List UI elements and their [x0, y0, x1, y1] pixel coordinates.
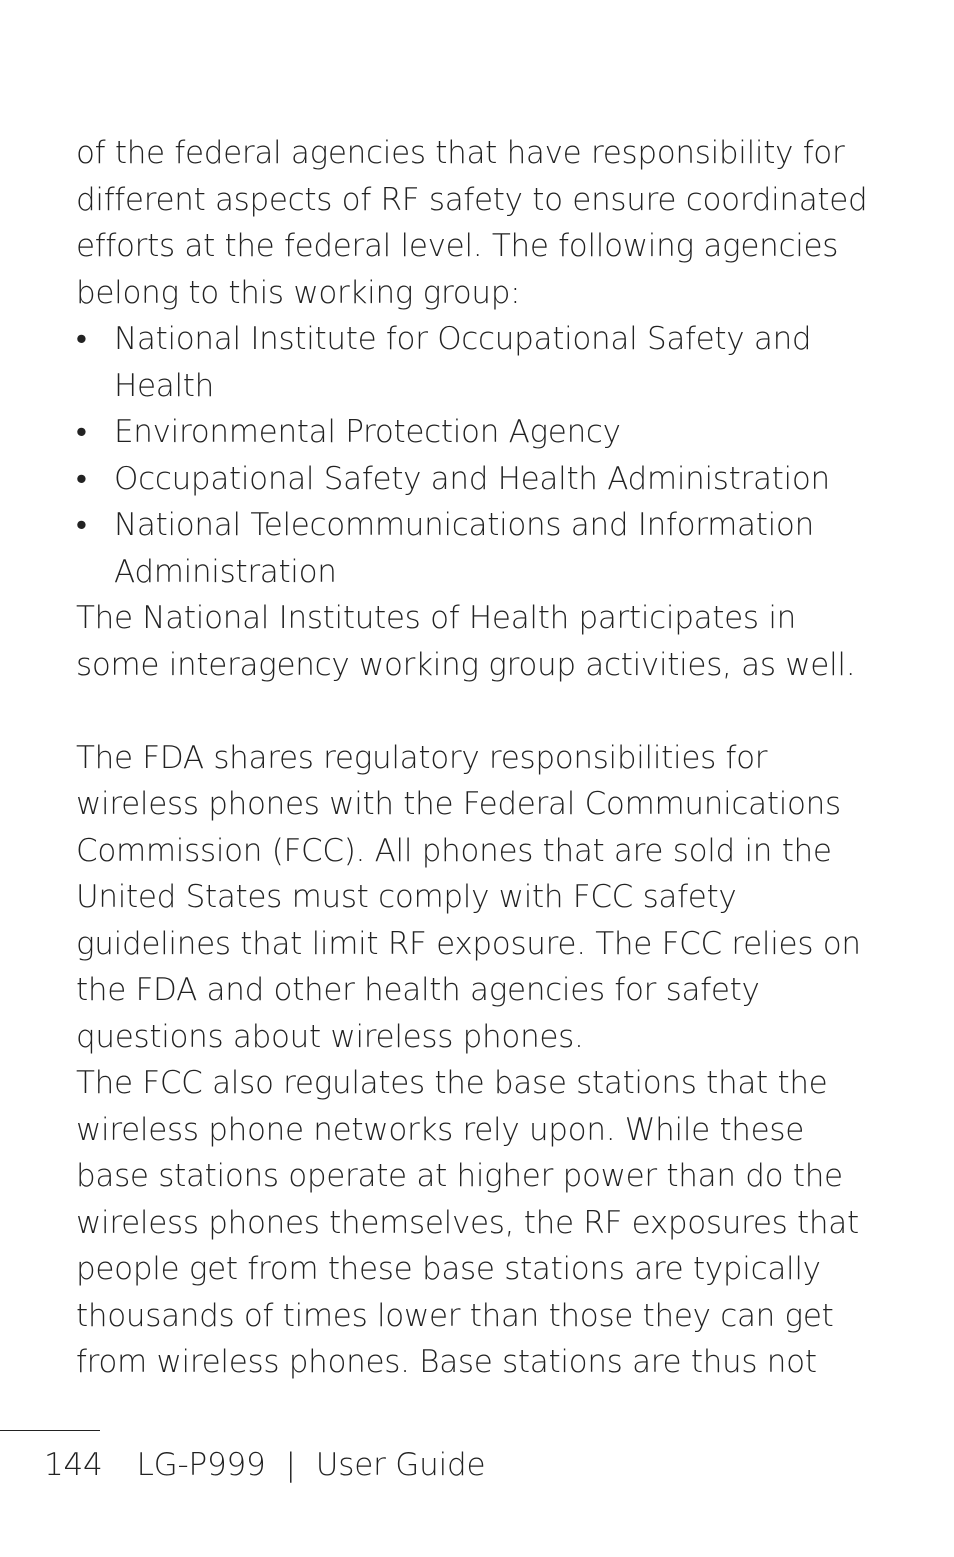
list-item: [76, 316, 876, 409]
footer-separator: |: [285, 1447, 296, 1483]
list-item: [76, 456, 876, 503]
agency-name: Occupational Safety and Health Administration: [114, 460, 830, 497]
agency-name: National Institute for Occupational Safety and Health: [114, 321, 812, 404]
list-item: [76, 409, 876, 456]
fda-paragraph: The FDA shares regulatory responsibilities for wireless phones with the Federal Communications Commission (FCC). All phones that are sold in the United States must comply with FCC safety guidelines that limit RF exposure. The FCC relies on the FDA and other health agencies for safety questions about wireless phones.: [76, 739, 861, 1055]
footer-rule: [0, 1430, 100, 1431]
intro-paragraph: of the federal agencies that have responsibility for different aspects of RF safety to ensure coordinated efforts at the federal level. The following agencies belong to this working group:: [76, 135, 868, 311]
bullet-icon: •: [76, 507, 87, 543]
page-footer: [44, 1442, 485, 1488]
agency-name: National Telecommunications and Information Administration: [114, 507, 814, 590]
list-item: [76, 502, 876, 595]
bullet-icon: •: [76, 460, 87, 497]
bullet-icon: •: [76, 321, 87, 357]
bullet-icon: •: [76, 414, 87, 450]
model-name: LG-P999: [136, 1447, 266, 1483]
fcc-paragraph: The FCC also regulates the base stations that the wireless phone networks rely upon. While these base stations operate at higher power than do the wireless phones themselves, the RF exposures that people get from these base stations are typically thousands of times lower than those they can get from wireless phones. Base stations are thus not: [76, 1065, 859, 1380]
guide-title: User Guide: [315, 1447, 486, 1483]
agency-list: [76, 316, 876, 595]
agency-name: Environmental Protection Agency: [114, 414, 621, 450]
page-number: 144: [44, 1447, 103, 1483]
page-body: [76, 130, 876, 1386]
nih-paragraph: The National Institutes of Health participates in some interagency working group activities, as well.: [76, 600, 856, 683]
